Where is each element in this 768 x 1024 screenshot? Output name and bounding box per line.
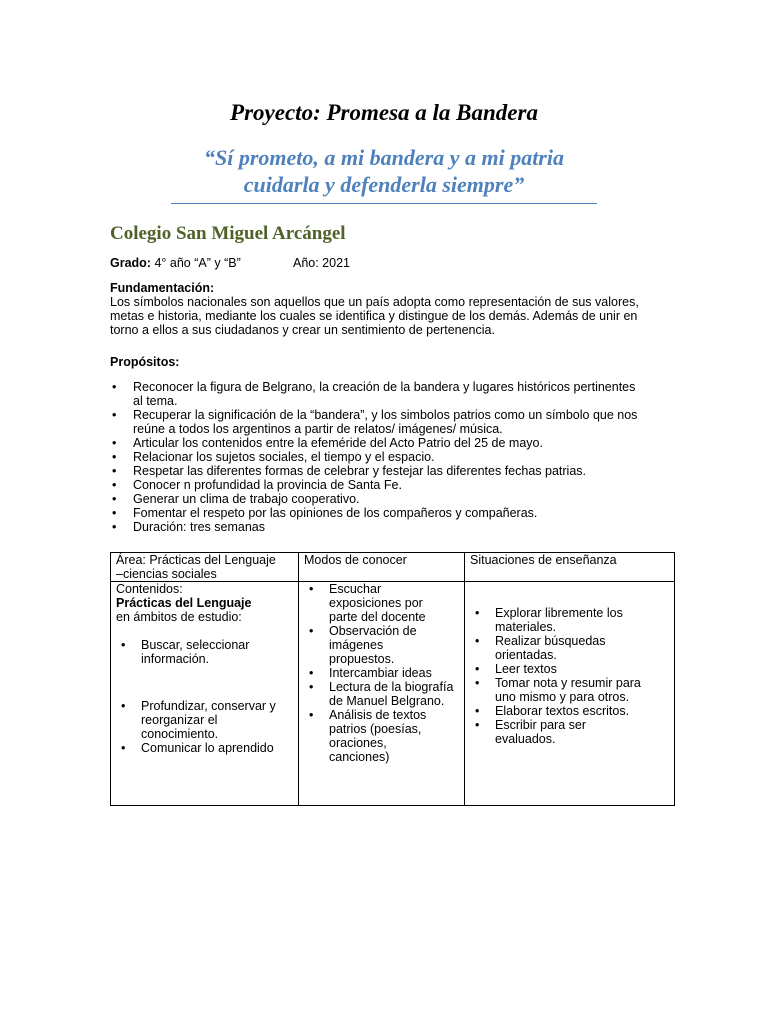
modos-item-line: parte del docente: [329, 610, 426, 624]
fundamentacion-heading: Fundamentación:: [110, 281, 215, 295]
proposito-item-line: • Duración: tres semanas: [133, 520, 266, 534]
school-name: Colegio San Miguel Arcángel: [110, 223, 346, 244]
area-item-line: • Comunicar lo aprendido: [141, 741, 274, 755]
modos-item-line: canciones): [329, 750, 390, 764]
motto: [110, 144, 658, 198]
motto-underline: [171, 203, 597, 204]
proposito-item: [110, 478, 660, 492]
table-row: [111, 582, 675, 806]
situacion-item-line: uno mismo y para otros.: [495, 690, 630, 704]
modos-item: [304, 708, 459, 764]
situaciones-list: [470, 606, 669, 746]
area-item: [116, 638, 293, 666]
area-item: [116, 699, 293, 741]
modos-item: [304, 624, 459, 666]
proposito-item: [110, 464, 660, 478]
modos-item: [304, 582, 459, 624]
fundamentacion-line: torno a ellos a sus ciudadanos y crear un sentimiento de pertenencia.: [110, 323, 495, 337]
proposito-item: [110, 380, 660, 408]
page-title: Proyecto: Promesa a la Bandera: [230, 100, 538, 125]
situacion-item-line: evaluados.: [495, 732, 556, 746]
table-header-row: [111, 553, 675, 582]
proposito-item-line: • Articular los contenidos entre la efeméride del Acto Patrio del 25 de mayo.: [133, 436, 543, 450]
grado-line: [110, 256, 350, 270]
spacer: [470, 582, 669, 606]
header-situaciones: Situaciones de enseñanza: [465, 553, 675, 582]
ambitos-label: en ámbitos de estudio:: [116, 610, 242, 624]
modos-item-line: • Escuchar: [329, 582, 382, 596]
proposito-item-line: • Respetar las diferentes formas de celebrar y festejar las diferentes fechas patrias.: [133, 464, 586, 478]
modos-item-line: imágenes: [329, 638, 384, 652]
proposito-item: [110, 520, 660, 534]
modos-item-line: • Observación de: [329, 624, 417, 638]
motto-line-1: “Sí prometo, a mi bandera y a mi patria: [204, 145, 564, 170]
modos-item-line: • Análisis de textos: [329, 708, 427, 722]
cell-modos: [299, 582, 465, 806]
area-item: [116, 741, 293, 755]
situacion-item: [470, 662, 669, 676]
fundamentacion-text: [110, 295, 660, 337]
modos-item: [304, 680, 459, 708]
situacion-item-line: • Tomar nota y resumir para: [495, 676, 641, 690]
cell-situaciones: [465, 582, 675, 806]
situacion-item-line: • Realizar búsquedas: [495, 634, 606, 648]
situacion-item-line: orientadas.: [495, 648, 557, 662]
area-item-line: • Profundizar, conservar y: [141, 699, 276, 713]
proposito-item-line: • Fomentar el respeto por las opiniones de los compañeros y compañeras.: [133, 506, 538, 520]
header-modos: Modos de conocer: [299, 553, 465, 582]
proposito-item-line: reúne a todos los argentinos a partir de relatos/ imágenes/ música.: [133, 422, 503, 436]
fundamentacion-line: Los símbolos nacionales son aquellos que un país adopta como representación de sus valores,: [110, 295, 639, 309]
modos-item-line: • Lectura de la biografía: [329, 680, 454, 694]
modos-item: [304, 666, 459, 680]
situacion-item-line: • Escribir para ser: [495, 718, 586, 732]
proposito-item: [110, 506, 660, 520]
modos-list: [304, 582, 459, 764]
situacion-item: [470, 606, 669, 634]
grado-label: Grado:: [110, 256, 151, 270]
cell-area: [111, 582, 299, 806]
practicas-label: Prácticas del Lenguaje: [116, 596, 252, 610]
modos-item-line: patrios (poesías,: [329, 722, 422, 736]
header-area-line: –ciencias sociales: [116, 567, 217, 581]
propositos-heading: Propósitos:: [110, 355, 180, 369]
modos-item-line: • Intercambiar ideas: [329, 666, 432, 680]
situacion-item-line: • Explorar libremente los: [495, 606, 623, 620]
situacion-item: [470, 634, 669, 662]
spacer: [116, 666, 293, 699]
area-item-line: conocimiento.: [141, 727, 219, 741]
situacion-item: [470, 718, 669, 746]
situacion-item-line: materiales.: [495, 620, 557, 634]
proposito-item: [110, 408, 660, 436]
planning-table: [110, 552, 675, 806]
motto-line-2: cuidarla y defenderla siempre”: [243, 172, 525, 197]
situacion-item: [470, 704, 669, 718]
proposito-item-line: • Relacionar los sujetos sociales, el tiempo y el espacio.: [133, 450, 435, 464]
anio-value: Año: 2021: [293, 256, 350, 270]
area-item-line: información.: [141, 652, 210, 666]
proposito-item: [110, 450, 660, 464]
modos-item-line: propuestos.: [329, 652, 395, 666]
header-area: [111, 553, 299, 582]
proposito-item: [110, 436, 660, 450]
proposito-item-line: • Reconocer la figura de Belgrano, la creación de la bandera y lugares históricos pertinentes: [133, 380, 636, 394]
fundamentacion-line: metas e historia, mediante los cuales se identifica y distingue de los demás. Además de unir en: [110, 309, 638, 323]
modos-item-line: oraciones,: [329, 736, 387, 750]
area-item-line: reorganizar el: [141, 713, 218, 727]
header-area-line: Área: Prácticas del Lenguaje: [116, 553, 276, 567]
situacion-item: [470, 676, 669, 704]
propositos-list: [110, 380, 660, 534]
situacion-item-line: • Leer textos: [495, 662, 557, 676]
situacion-item-line: • Elaborar textos escritos.: [495, 704, 630, 718]
contenidos-label: Contenidos:: [116, 582, 183, 596]
proposito-item-line: • Recuperar la significación de la “bandera”, y los simbolos patrios como un símbolo que nos: [133, 408, 638, 422]
proposito-item-line: al tema.: [133, 394, 178, 408]
grado-value: 4° año “A” y “B”: [154, 256, 241, 270]
proposito-item-line: • Conocer n profundidad la provincia de Santa Fe.: [133, 478, 402, 492]
proposito-item-line: • Generar un clima de trabajo cooperativo.: [133, 492, 360, 506]
modos-item-line: exposiciones por: [329, 596, 423, 610]
spacer: [116, 624, 293, 638]
modos-item-line: de Manuel Belgrano.: [329, 694, 445, 708]
area-item-line: • Buscar, seleccionar: [141, 638, 250, 652]
area-list: [116, 638, 293, 755]
proposito-item: [110, 492, 660, 506]
